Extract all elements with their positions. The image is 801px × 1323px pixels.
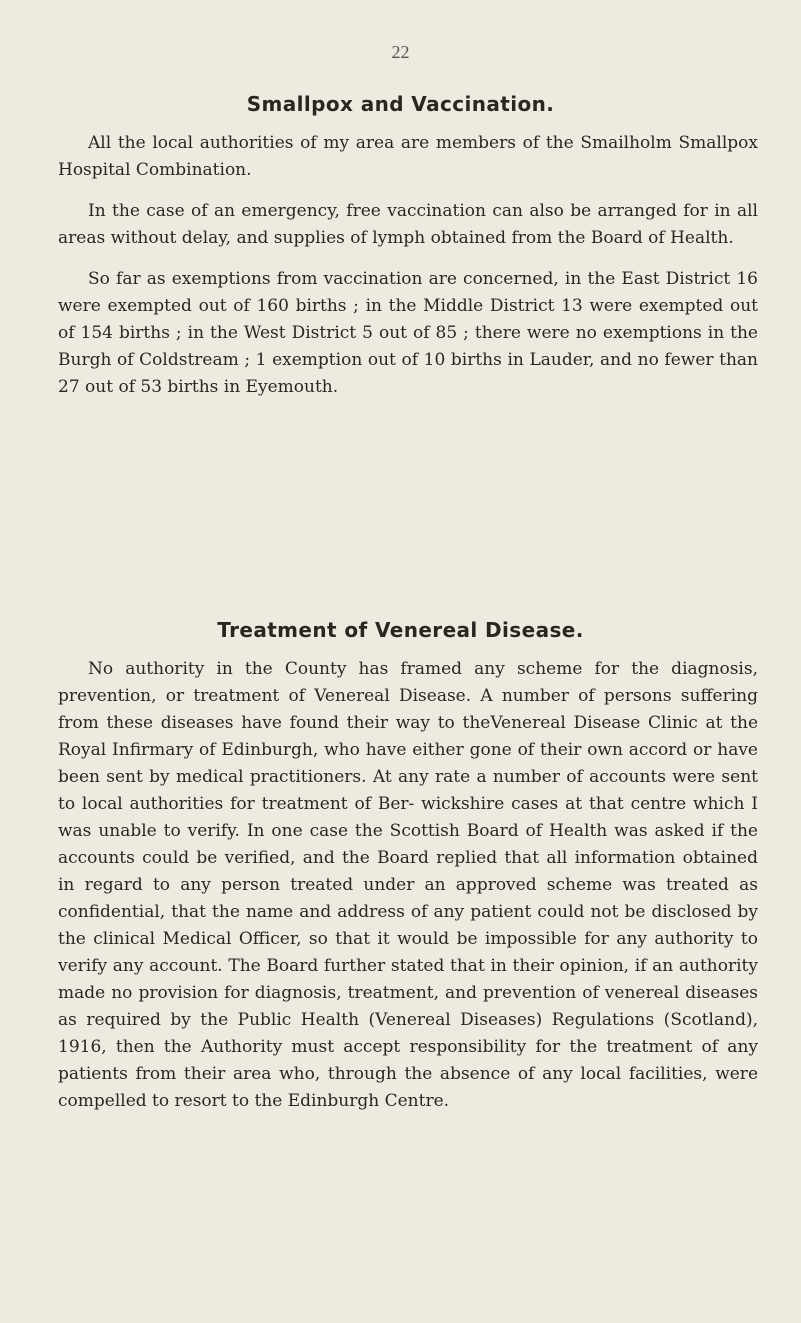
section-smallpox-body (58, 130, 758, 401)
section-heading-venereal-disease: Treatment of Venereal Disease. (217, 618, 584, 642)
section-heading-smallpox: Smallpox and Vaccination. (246, 92, 555, 116)
page-number: 22 (391, 42, 410, 62)
paragraph: All the local authorities of my area are members of the Smailholm Smallpox Hospital Combination. (58, 133, 758, 180)
section-venereal-disease-body (58, 656, 758, 1115)
paragraph: In the case of an emergency, free vaccination can also be arranged for in all areas without delay, and supplies of lymph obtained from the Board of Health. (58, 201, 758, 248)
paragraph: So far as exemptions from vaccination are concerned, in the East District 16 were exempted out of 160 births ; in the Middle District 13 were exempted out of 154 births ; in the West District 5 out of 85 ; there were no exemptions in the Burgh of Coldstream ; 1 exemption out of 10 births in Lauder, and no fewer than 27 out of 53 births in Eyemouth. (58, 269, 758, 397)
paragraph: No authority in the County has framed any scheme for the diagnosis, prevention, or treatment of Venereal Disease. A number of persons suffering from these diseases have found their way to theVenereal Disease Clinic at the Royal Infirmary of Edinburgh, who have either gone of their own accord or have been sent by medical practitioners. At any rate a number of accounts were sent to local authorities for treatment of Ber- wickshire cases at that centre which I was unable to verify. In one case the Scottish Board of Health was asked if the accounts could be verified, and the Board replied that all information obtained in regard to any person treated under an approved scheme was treated as confidential, that the name and address of any patient could not be disclosed by the clinical Medical Officer, so that it would be impossible for any authority to verify any account. The Board further stated that in their opinion, if an authority made no provision for diagnosis, treatment, and prevention of venereal diseases as required by the Public Health (Venereal Diseases) Regulations (Scotland), 1916, then the Authority must accept responsibility for the treatment of any patients from their area who, through the absence of any local facilities, were compelled to resort to the Edinburgh Centre. (58, 659, 758, 1111)
